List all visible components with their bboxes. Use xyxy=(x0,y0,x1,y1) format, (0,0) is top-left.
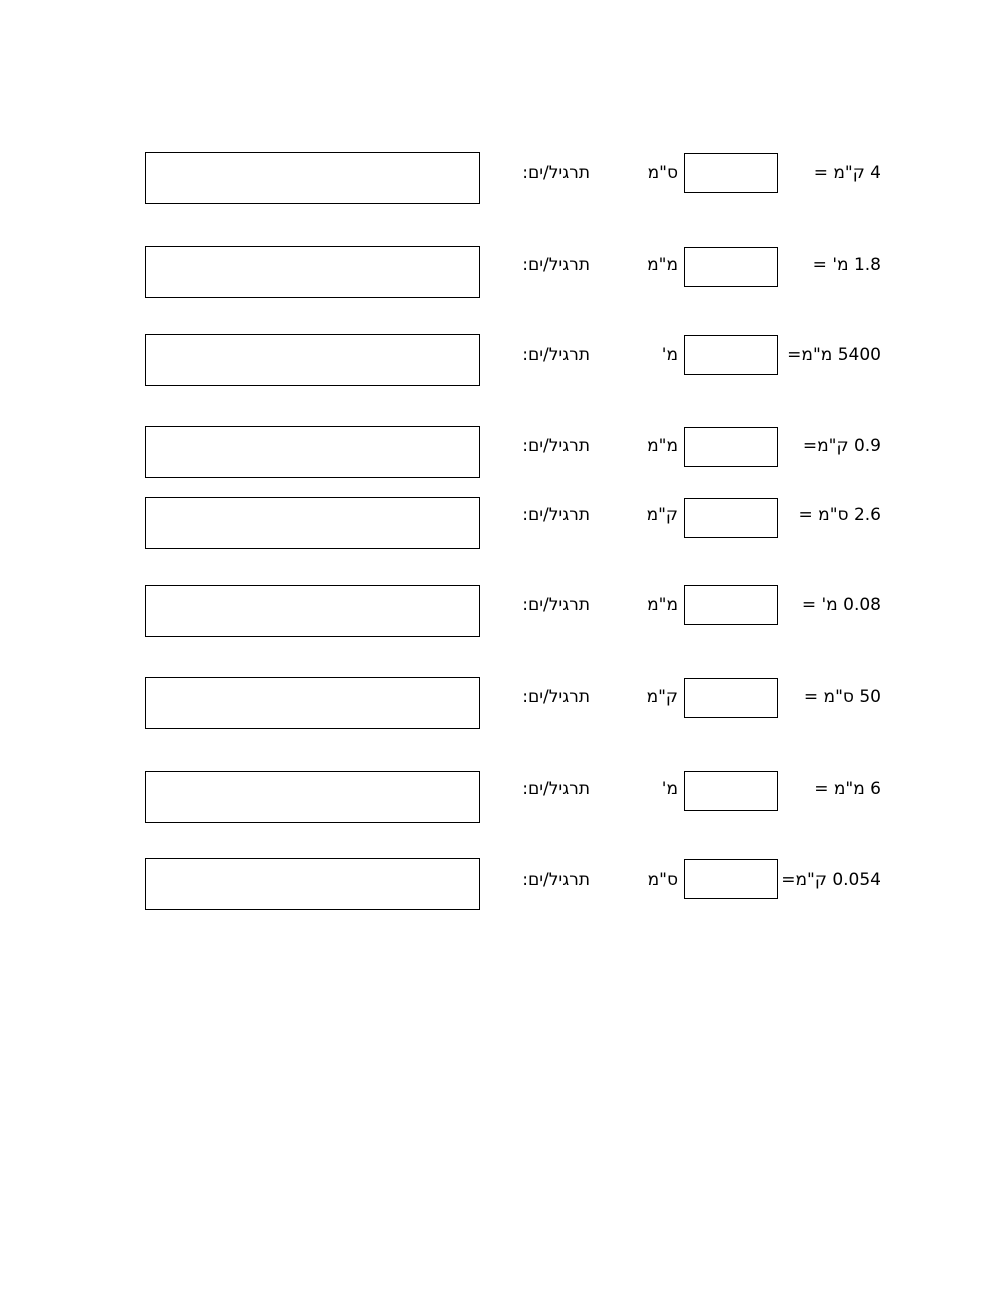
exercise-box[interactable] xyxy=(145,771,480,823)
answer-box[interactable] xyxy=(684,585,778,625)
given-quantity: 0.9 ק"מ= xyxy=(802,436,881,456)
exercise-box[interactable] xyxy=(145,497,480,549)
exercise-box[interactable] xyxy=(145,246,480,298)
target-unit: מ"מ xyxy=(647,255,678,275)
target-unit: ק"מ xyxy=(646,687,678,707)
given-quantity: 4 ק"מ = xyxy=(813,163,881,183)
answer-box[interactable] xyxy=(684,771,778,811)
given-quantity: 2.6 ס"מ = xyxy=(798,505,881,525)
exercise-row xyxy=(0,334,1000,386)
exercise-row xyxy=(0,771,1000,823)
exercise-row xyxy=(0,426,1000,478)
exercise-row xyxy=(0,246,1000,298)
answer-box[interactable] xyxy=(684,247,778,287)
given-quantity: 1.8 מ' = xyxy=(812,255,881,275)
target-unit: ס"מ xyxy=(647,870,678,890)
exercise-label: תרגיל/ים: xyxy=(522,436,590,456)
exercise-label: תרגיל/ים: xyxy=(522,870,590,890)
target-unit: מ' xyxy=(661,345,678,365)
exercise-label: תרגיל/ים: xyxy=(522,345,590,365)
exercise-box[interactable] xyxy=(145,677,480,729)
given-quantity: 5400 מ"מ= xyxy=(787,345,881,365)
given-quantity: 0.08 מ' = xyxy=(801,595,881,615)
exercise-row xyxy=(0,497,1000,549)
exercise-box[interactable] xyxy=(145,426,480,478)
given-quantity: 0.054 ק"מ= xyxy=(781,870,881,890)
given-quantity: 50 ס"מ = xyxy=(803,687,881,707)
target-unit: ק"מ xyxy=(646,505,678,525)
answer-box[interactable] xyxy=(684,153,778,193)
answer-box[interactable] xyxy=(684,335,778,375)
exercise-row xyxy=(0,858,1000,910)
exercise-box[interactable] xyxy=(145,858,480,910)
exercise-row xyxy=(0,585,1000,637)
exercise-label: תרגיל/ים: xyxy=(522,255,590,275)
target-unit: מ"מ xyxy=(647,595,678,615)
exercise-label: תרגיל/ים: xyxy=(522,687,590,707)
exercise-label: תרגיל/ים: xyxy=(522,779,590,799)
target-unit: מ"מ xyxy=(647,436,678,456)
exercise-row xyxy=(0,152,1000,204)
target-unit: מ' xyxy=(661,779,678,799)
given-quantity: 6 מ"מ = xyxy=(814,779,881,799)
exercise-label: תרגיל/ים: xyxy=(522,163,590,183)
exercise-box[interactable] xyxy=(145,585,480,637)
answer-box[interactable] xyxy=(684,427,778,467)
target-unit: ס"מ xyxy=(647,163,678,183)
exercise-label: תרגיל/ים: xyxy=(522,505,590,525)
answer-box[interactable] xyxy=(684,678,778,718)
exercise-box[interactable] xyxy=(145,152,480,204)
exercise-box[interactable] xyxy=(145,334,480,386)
answer-box[interactable] xyxy=(684,498,778,538)
exercise-label: תרגיל/ים: xyxy=(522,595,590,615)
exercise-row xyxy=(0,677,1000,729)
answer-box[interactable] xyxy=(684,859,778,899)
